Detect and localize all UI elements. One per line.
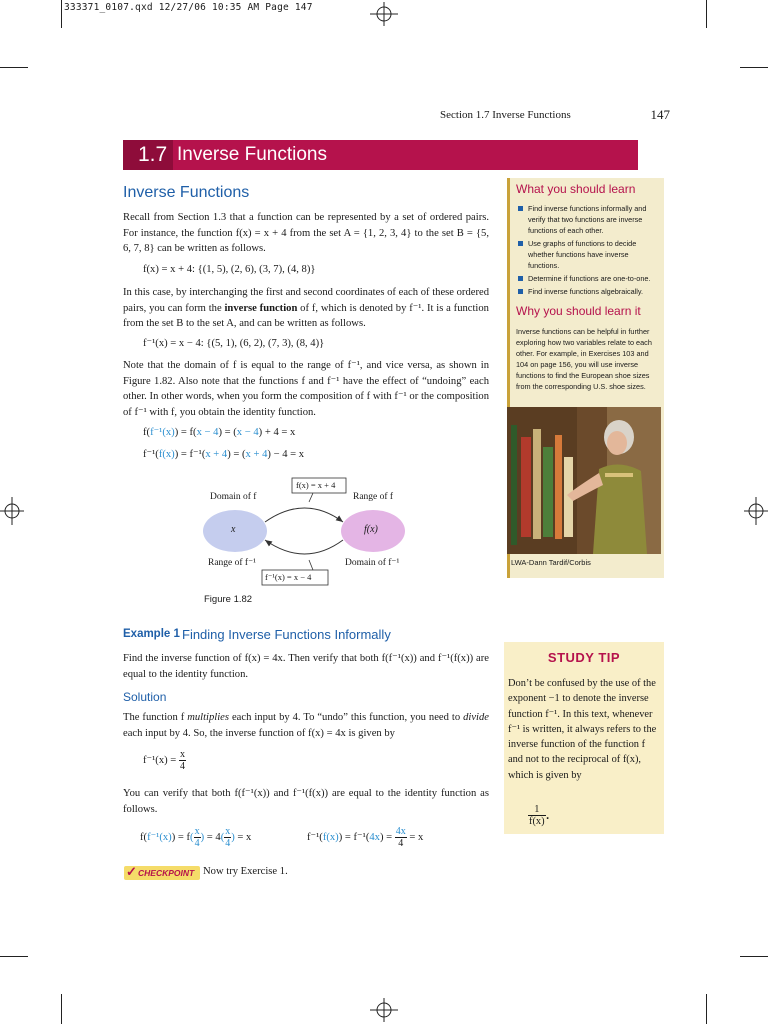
running-head-section: Section 1.7 Inverse Functions (440, 109, 571, 121)
bullet-icon (518, 206, 523, 211)
woman-shopping-photo (507, 407, 661, 554)
registration-mark-icon (0, 497, 24, 525)
domain-finv-label: Domain of f⁻¹ (345, 558, 400, 568)
crop-mark (61, 994, 62, 1024)
registration-mark-icon (370, 2, 398, 26)
why-text: Inverse functions can be helpful in further exploring how two variables relate to each other. For example, in Exercises 103 and 104 on page 156, you will use inverse functions to find the European shoe sizes from the corresponding U.S. shoe sizes. (516, 327, 652, 391)
study-tip-text: Don’t be confused by the use of the exponent −1 to denote the inverse function f⁻¹. In this text, whenever f⁻¹ is written, it always refers to the inverse function of the function f and not to the reciprocal of f(x), which is given by (508, 678, 657, 781)
section-number: 1.7 (138, 143, 168, 166)
crop-mark (706, 0, 707, 28)
solution-paragraph-1: The function f multiplies each input by 4. To “undo” this function, you need to divide each input by 4. So, the inverse function of f(x) = 4x is given by (123, 712, 489, 739)
equation-composition-1: f(f⁻¹(x)) = f(x − 4) = (x − 4) + 4 = x (143, 427, 296, 438)
bottom-mapping-label: f⁻¹(x) = x − 4 (265, 572, 312, 582)
domain-f-label: Domain of f (210, 492, 257, 502)
solution-label: Solution (123, 690, 167, 704)
paragraph-inverse-def: In this case, by interchanging the first and second coordinates of each of these ordered pairs, you can form the inverse function of f, which is denoted by f⁻¹. It is a function from the set B to the set A, and can be written as follows. (123, 287, 489, 329)
checkpoint-text: Now try Exercise 1. (203, 866, 288, 877)
example-problem: Find the inverse function of f(x) = 4x. Then verify that both f(f⁻¹(x)) and f⁻¹(f(x)) are equal to the identity function. (123, 653, 489, 680)
learn-item: Find inverse functions algebraically. (518, 286, 656, 297)
equation-composition-2: f⁻¹(f(x)) = f⁻¹(x + 4) = (x + 4) − 4 = x (143, 449, 305, 460)
section-heading: Inverse Functions (123, 184, 250, 201)
top-mapping-label: f(x) = x + 4 (296, 480, 336, 490)
example-title: Finding Inverse Functions Informally (182, 627, 391, 642)
crop-mark (740, 956, 768, 957)
study-tip-title: STUDY TIP (547, 650, 621, 665)
crop-mark (740, 67, 768, 68)
verify-equation-2: f⁻¹(f(x)) = f⁻¹(4x) = $\frac{4x}{4}$ = x (307, 826, 424, 849)
learn-title: What you should learn (516, 182, 636, 196)
range-finv-label: Range of f⁻¹ (208, 558, 256, 568)
paragraph-domain-range: Note that the domain of f is equal to the range of f⁻¹, and vice versa, as shown in Figure 1.82. Also note that the functions f and f⁻¹ have the effect of “undoing” each other. In other words, when you form the composition of f with f⁻¹ or the composition of f⁻¹ with f, you obtain the identity function. (123, 360, 489, 418)
bullet-icon (518, 276, 523, 281)
registration-mark-icon (744, 497, 768, 525)
learn-list (518, 203, 656, 299)
crop-mark (706, 994, 707, 1024)
checkpoint-badge: ✓ CHECKPOINT (124, 866, 200, 880)
learn-item: Find inverse functions informally and verify that two functions are inverse functions of each other. (518, 203, 656, 236)
print-slug: 333371_0107.qxd 12/27/06 10:35 AM Page 147 (64, 2, 313, 13)
solution-paragraph-2: You can verify that both f(f⁻¹(x)) and f⁻¹(f(x)) are equal to the identity function as follows. (123, 788, 489, 815)
range-f-label: Range of f (353, 492, 394, 502)
learn-item: Determine if functions are one-to-one. (518, 273, 656, 284)
equation-ordered-pairs: f(x) = x + 4: {(1, 5), (2, 6), (3, 7), (4, 8)} (143, 264, 316, 275)
example-label: Example 1 (123, 628, 180, 640)
inverse-arrow (265, 540, 343, 554)
page-number: 147 (650, 107, 670, 122)
bullet-icon (518, 241, 523, 246)
checkmark-icon: ✓ (126, 864, 137, 879)
learn-item: Use graphs of functions to decide whether functions have inverse functions. (518, 238, 656, 271)
registration-mark-icon (370, 998, 398, 1022)
crop-mark (0, 956, 28, 957)
paragraph-intro: Recall from Section 1.3 that a function can be represented by a set of ordered pairs. For instance, the function f(x) = x + 4 from the set A = {1, 2, 3, 4} to the set B = {5, 6, 7, 8} can be written as follows. (123, 212, 489, 254)
photo-credit: LWA-Dann Tardif/Corbis (511, 558, 591, 567)
crop-mark (0, 67, 28, 68)
inverse-result-equation: f⁻¹(x) = $\frac{x}{4}$ (143, 749, 185, 772)
running-head (440, 109, 670, 121)
forward-arrow (265, 508, 343, 522)
study-tip-fraction: $\frac{1}{f(x)}$ . (529, 804, 550, 827)
figure-caption: Figure 1.82 (204, 594, 253, 605)
verify-equation-1: f(f⁻¹(x)) = f( $\frac{x}{4}$ ) = 4( $\frac{x}{4}$ ) = x (140, 826, 252, 849)
equation-inverse-pairs: f⁻¹(x) = x − 4: {(5, 1), (6, 2), (7, 3), (8, 4)} (143, 338, 325, 349)
left-node-label: x (231, 524, 236, 535)
right-node-label: f(x) (364, 524, 378, 535)
section-title: Inverse Functions (177, 144, 327, 165)
bullet-icon (518, 289, 523, 294)
why-title: Why you should learn it (516, 304, 641, 318)
crop-mark (61, 0, 62, 28)
